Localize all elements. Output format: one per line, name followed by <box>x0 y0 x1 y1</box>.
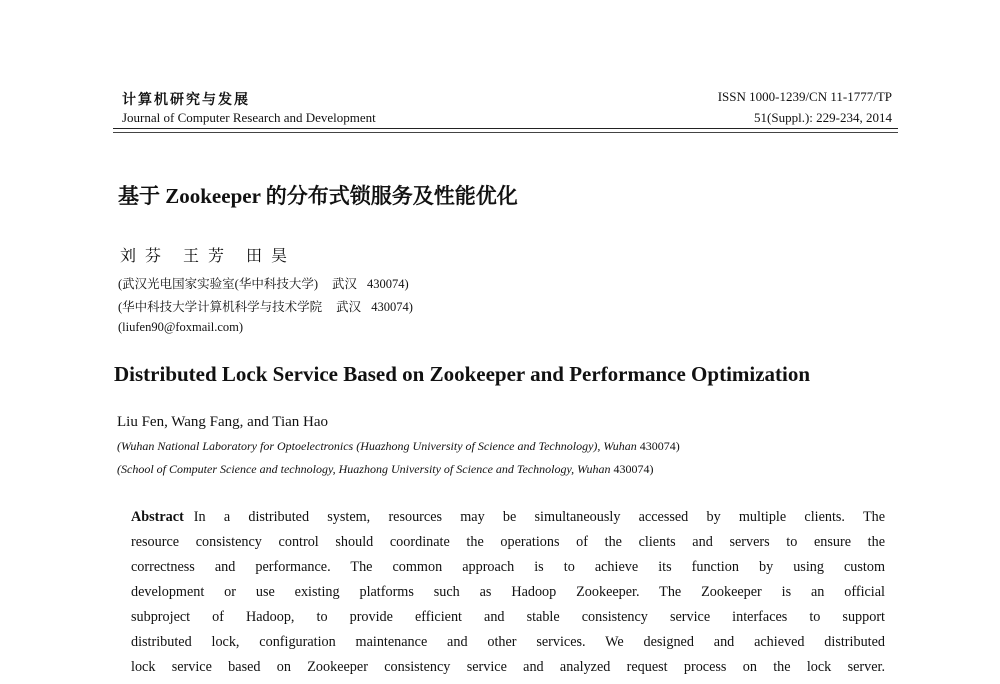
abstract-line: distributed lock, configuration maintenance and other services. We designed and achieved distributed <box>131 634 885 650</box>
affiliation-postcode: 430074) <box>371 300 413 314</box>
affiliation-name: (School of Computer Science and technology, Huazhong University of Science and Technology, Wuhan <box>117 462 611 476</box>
affiliation-city: 武汉 <box>336 300 362 314</box>
affiliation-name: (Wuhan National Laboratory for Optoelectronics (Huazhong University of Science and Technology), Wuhan <box>117 439 637 453</box>
volume-pages: 51(Suppl.): 229-234, 2014 <box>754 110 892 125</box>
abstract-line: lock service based on Zookeeper consistency service and analyzed request process on the lock server. <box>131 659 885 675</box>
affiliation-name: (武汉光电国家实验室(华中科技大学) <box>118 277 318 291</box>
journal-name-en: Journal of Computer Research and Development <box>122 110 376 125</box>
abstract <box>131 505 885 680</box>
affiliation-en-2 <box>117 462 653 477</box>
author-email: (liufen90@foxmail.com) <box>118 320 244 334</box>
title-cn: 基于 Zookeeper 的分布式锁服务及性能优化 <box>118 184 518 208</box>
abstract-line <box>131 505 885 530</box>
abstract-line: development or use existing platforms such as Hadoop Zookeeper. The Zookeeper is an official <box>131 584 885 600</box>
title-en: Distributed Lock Service Based on Zookeeper and Performance Optimization <box>114 362 811 386</box>
affiliation-name: (华中科技大学计算机科学与技术学院 <box>118 300 323 314</box>
journal-name-cn: 计算机研究与发展 <box>122 93 250 108</box>
affiliation-postcode: 430074) <box>639 439 680 453</box>
affiliation-en-1 <box>117 439 680 454</box>
abstract-line: subproject of Hadoop, to provide efficient and stable consistency service interfaces to support <box>131 609 885 625</box>
authors-en: Liu Fen, Wang Fang, and Tian Hao <box>117 414 329 430</box>
abstract-line: correctness and performance. The common approach is to achieve its function by using custom <box>131 559 885 575</box>
abstract-line: resource consistency control should coordinate the operations of the clients and servers to ensure the <box>131 534 885 550</box>
affiliation-city: 武汉 <box>332 277 358 291</box>
authors-cn: 刘芬 王芳 田昊 <box>120 248 297 265</box>
issn: ISSN 1000-1239/CN 11-1777/TP <box>717 89 892 104</box>
affiliation-cn-2 <box>118 297 413 315</box>
header-rule-thin <box>113 132 898 133</box>
affiliation-cn-1 <box>118 274 409 292</box>
header-rule <box>113 128 898 129</box>
abstract-line-text: In a distributed system, resources may be simultaneously accessed by multiple clients. The <box>193 509 885 525</box>
abstract-label: Abstract <box>131 509 184 525</box>
affiliation-postcode: 430074) <box>367 277 409 291</box>
affiliation-postcode: 430074) <box>613 462 654 476</box>
